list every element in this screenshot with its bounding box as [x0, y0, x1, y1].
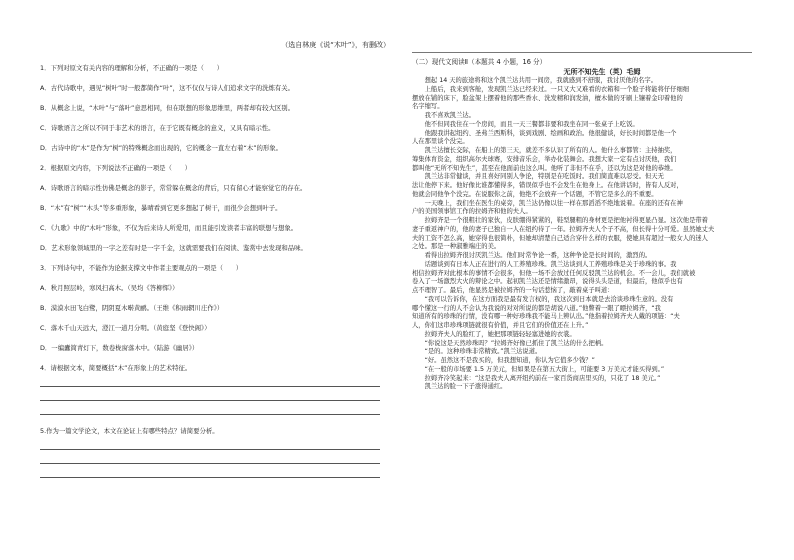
paragraph: 话题谈到有日本人正在进行的人工养殖珍珠。凯兰达谈到人工养殖珍珠是关于珍珠的事。我 — [412, 260, 677, 268]
paragraph: “在一般的市场要 1.5 万美元，但如果是在第五大街上，可能要 3 万美元才能买得到。” — [412, 365, 665, 373]
question-3 — [40, 264, 390, 353]
option-b: B．漠漠水田飞白鹭，阴阴夏木啭黄鹂。（王维《积雨辋川庄作》） — [40, 304, 224, 312]
section-heading: （二）现代文阅读Ⅱ（本题共 4 小题，16 分） — [412, 58, 547, 66]
option-c: C．《九歌》中的“木叶”形象，不仅为后来诗人所爱用，而且能引发读者丰富的联想与想象。 — [40, 224, 298, 232]
divider — [412, 52, 752, 53]
paragraph: 凯兰达擅长交际，在船上的第三天，就差不多认识了所有的人。他什么事都管：主持抽奖， — [412, 147, 677, 154]
paragraph: 法让他停下来。他好像比谁都懂得多，错误似乎也不会发生在他身上。在他讲话时，皆有人反对， — [412, 182, 683, 189]
answer-line[interactable] — [40, 448, 380, 450]
answer-line[interactable] — [40, 462, 380, 464]
paragraph: 摆放在铺的床下，脸盆架上摆着他的那些香水、洗发精和润发油，檀木做的牙刷上镶着金印着他的 — [412, 94, 683, 102]
paragraph: “好。虽然这不是我买的，但我想知道，你认为它值多少钱？” — [412, 357, 595, 364]
paragraph: 知道所有的珍珠的行情，没有哪一种好珍珠我不能马上辨认出。”他指着拉姆齐夫人戴的项链：“夫 — [412, 313, 680, 321]
source-citation: （选自林庚《说“木叶”》，有删改） — [281, 41, 390, 49]
question-1 — [40, 64, 390, 153]
question-2 — [40, 164, 390, 253]
option-b: B．“木”有“树”“木头”等多重形象，暴晴看到它更多想起了树干，而很少会想到叶子。 — [40, 204, 282, 212]
option-a: A．诗歌语言的暗示性仿佛是概念的影子，常常躲在概念的背后，只有留心才能察觉它的存在。 — [40, 184, 307, 192]
question-5 — [40, 427, 390, 478]
paragraph: 夫的工资不怎么高，她穿得也很简朴，但她却清楚自己适合穿什么样的衣服，使她具有超过一般女人的迷人 — [412, 234, 708, 242]
paragraph: 都叫他“无所不知先生”，甚至在他面前也这么叫。他听了非但不在乎，还以为这是对他的恭维。 — [412, 164, 677, 172]
option-d: D．古诗中的“木”是作为“树”的特殊概念而出现的，它的概念一直左右着“木”的形象。 — [40, 144, 283, 152]
option-a: A．秋月照层岭，寒风扫高木。（吴均《答柳恽》） — [40, 284, 179, 292]
paragraph: 一天晚上，我们坐在医生的桌旁，凯兰达仍像以往一样在那滔滔不绝地说着。在座的还有在神 — [412, 199, 683, 207]
paragraph: 人在那里谈个没完。 — [412, 138, 469, 146]
question-4 — [40, 364, 390, 415]
paragraph: 拉姆齐夫人的脸红了，她把那项链轻轻塞进她的衣裳。 — [412, 330, 576, 338]
option-c: C．诗歌语言之所以不同于非艺术的语言，在于它既有概念的意义，又具有暗示性。 — [40, 124, 275, 132]
answer-line[interactable] — [40, 413, 380, 415]
answer-line[interactable] — [40, 399, 380, 401]
paragraph: 他不但同我住在一个房间，而且一天三餐都非要和我坐在同一张桌子上吃饭。 — [412, 120, 639, 128]
paragraph: “你说这是天然珍珠吗？”拉姆齐好像已抓住了凯兰达的什么把柄。 — [412, 339, 608, 347]
paragraph: 想起 14 天的旅途将和这个凯兰达共用一间房，我就感到不舒服，我讨厌他的名字。 — [412, 77, 658, 84]
right-column — [412, 40, 762, 392]
question-stem: 2．根据原文内容，下列说法不正确的一项是（ ） — [40, 164, 192, 172]
paragraph: “是的。这种珍珠非常精致。”凯兰达说道。 — [412, 348, 542, 356]
paragraph: 人，你们这串珍珠项链就很有价值，并且它们的价值还在上升。” — [412, 322, 589, 329]
paragraph: 拉姆齐冷笑起来：“这是我夫人离开纽约前在一家百货商店里买的，只花了 18 美元。” — [412, 374, 661, 382]
paragraph: 拉姆齐是一个很粗壮的家伙，皮肤绷得紧紧的，鞋型腿粗的身材更是把他衬得更显凸显。这次他是带着 — [412, 217, 708, 224]
paragraph: 上船后，我来到客舱，发现凯兰达已经来过。一只又大又难看的衣箱和一个脸子将能将仔仔细细 — [412, 85, 690, 93]
paragraph: 点不理智了。最后，他显然是被拉姆齐的一句话惹恼了，敲着桌子叫道： — [412, 287, 614, 294]
paragraph: 凯兰达的脸一下子涨得通红。 — [412, 383, 507, 391]
paragraph: 筹集体育资金，组织高尔夫球赛，安排音乐会，举办化装舞会。我想大家一定有点讨厌他，我们 — [412, 155, 677, 163]
paragraph: 户的美国领事馆工作的拉姆齐和他的夫人。 — [412, 208, 532, 216]
paragraph: 相信拉姆齐对此根本的事情不会很多，但他一场不会放过任何反驳凯兰达的机会。不一会儿，我们就被 — [412, 269, 696, 277]
passage-title: 无所不知先生（英）毛姆 — [563, 68, 641, 76]
paragraph: 之处。那是一种淑雅端庄的美。 — [412, 243, 501, 251]
question-stem: 1．下列对原文有关内容的理解和分析，不正确的一项是（ ） — [40, 64, 224, 72]
paragraph: 我不喜欢凯兰达。 — [412, 112, 475, 119]
paragraph: 妻子重返神户的，他的妻子已独自一人在纽约待了一年。拉姆齐夫人个子不高，但长得十分可爱。虽然她丈夫 — [412, 225, 715, 233]
paragraph: “我可以告诉你，在这方面我是最有发言权的，我这次到日本就是去洽谈珍珠生意的。没有 — [412, 295, 674, 303]
question-stem: 4．请根据文本，简要概括“木”在形象上的艺术特征。 — [40, 364, 192, 372]
option-d: D．艺术形象领域里的一字之差有时是一字千金，这就需要我们在阅读、鉴赏中去发现和品味。 — [40, 244, 307, 252]
option-a: A．古代诗歌中，遇见“树叶”时一般都简作“叶”，这不仅仅与诗人们追求文字的洗炼有关。 — [40, 84, 295, 92]
paragraph: 卷入了一场激烈大火的辩论之中。起初凯兰达还是情绪激昂，说得头头是道，但最后，他似乎也有 — [412, 278, 683, 286]
paragraph: 他就会同他争个没完。在说服你之前，他绝不会放弃一个话题，不管它是多么的不重要。 — [412, 190, 658, 198]
paragraph: 哪个懂这一行的人不会认为我说的对对所说的都是胡说八道。”他瞥着一眼了瞟拉姆齐，“我 — [412, 304, 661, 312]
question-stem: 3．下列诗句中，不能作为论据支撑文中作者主要观点的一项是（ ） — [40, 264, 243, 272]
answer-line[interactable] — [40, 476, 380, 478]
left-column — [40, 40, 390, 478]
option-c: C．落木千山天远大，澄江一道月分明。（黄庭坚《登快阁》） — [40, 324, 211, 332]
option-d: D．一编蠹简青灯下，数卷栊窗落木中。（陆游《幽居》） — [40, 344, 199, 352]
option-b: B．从概念上说，“木叶”与“落叶”意思相同，但在联想的形象思维里，两者却有较大区别。 — [40, 104, 295, 112]
paragraph: 他跟我讲起纽约、圣弗兰西斯科，谈到戏剧、绘画和政治。他很健谈，好长时间都是他一个 — [412, 129, 677, 137]
question-stem: 5.作为一篇文学论文，本文在论证上有哪些特点？请简要分析。 — [40, 427, 219, 435]
paragraph: 凯兰达非常健谈，并且喜好同别人争论，特别是在吃饭时。我们简直难以忍受。但天无 — [412, 173, 664, 181]
paragraph: 名字缩写。 — [412, 103, 444, 111]
paragraph: 看得出拉姆齐很讨厌凯兰达。他们时常争论一番，这种争论是长时间的，激烈的。 — [412, 252, 652, 259]
passage-body — [412, 77, 762, 392]
answer-line[interactable] — [40, 385, 380, 387]
